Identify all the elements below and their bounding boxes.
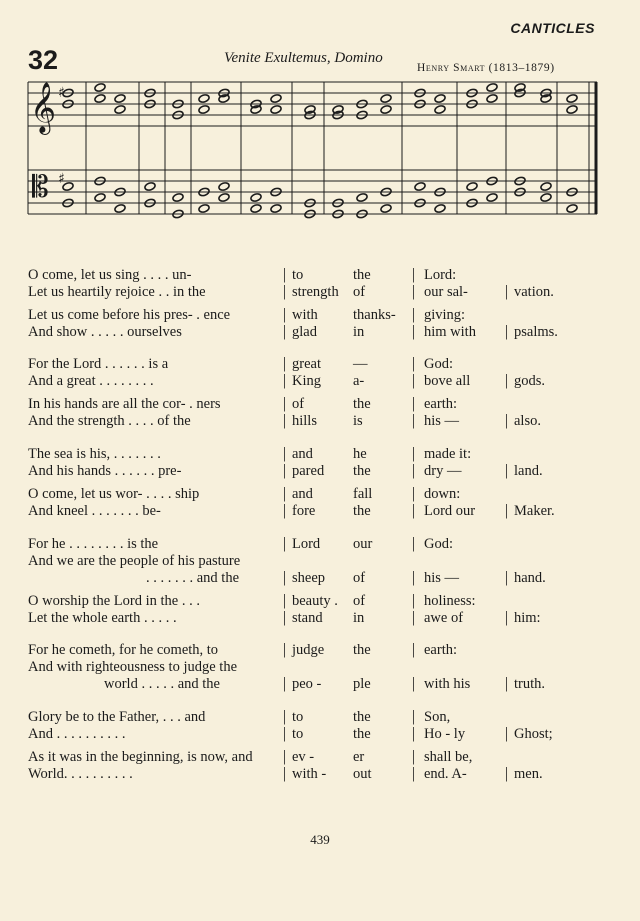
psalm-line (0, 445, 640, 463)
chant-col-1: strength (292, 284, 339, 300)
line-text: And with righteousness to judge the (28, 659, 238, 675)
chant-col-2: the (353, 726, 371, 742)
psalm-line (0, 609, 640, 627)
line-text: And kneel . . . . . . . be- (28, 503, 161, 519)
line-text: And his hands . . . . . . pre- (28, 463, 182, 479)
bar-divider: | (283, 355, 287, 372)
psalm-line (0, 306, 640, 324)
bar-divider: | (412, 372, 416, 389)
bar-divider: | (412, 708, 416, 725)
bar-divider: | (412, 485, 416, 502)
line-text: And a great . . . . . . . . (28, 373, 154, 389)
bar-divider: | (505, 609, 509, 626)
svg-text:𝄡: 𝄡 (32, 170, 49, 205)
bar-divider: | (412, 609, 416, 626)
line-text: And we are the people of his pasture (28, 553, 241, 569)
chant-col-1: hills (292, 413, 317, 429)
bar-divider: | (412, 535, 416, 552)
svg-text:𝄞: 𝄞 (30, 82, 57, 133)
chant-col-1: to (292, 709, 304, 725)
bar-divider: | (412, 569, 416, 586)
bar-divider: | (412, 355, 416, 372)
line-text: Glory be to the Father, . . . and (28, 709, 206, 725)
chant-col-1: glad (292, 324, 317, 340)
chant-col-1: beauty . (292, 593, 338, 609)
psalm-line (0, 675, 640, 693)
bar-divider: | (283, 283, 287, 300)
chant-col-1: judge (292, 642, 325, 658)
bar-divider: | (283, 708, 287, 725)
chant-col-2: ple (353, 676, 371, 692)
psalm-line (0, 748, 640, 766)
barlines (28, 82, 596, 214)
chant-col-3: Lord our (424, 503, 476, 519)
chant-col-1: King (292, 373, 321, 389)
bar-divider: | (283, 306, 287, 323)
chant-col-3: made it: (424, 446, 472, 462)
chant-col-3: end. A- (424, 766, 467, 782)
psalm-line (0, 412, 640, 430)
line-text: Let us heartily rejoice . . in the (28, 284, 206, 300)
line-text: And show . . . . . ourselves (28, 324, 182, 340)
bar-divider: | (412, 765, 416, 782)
psalm-line (0, 323, 640, 341)
bar-divider: | (505, 462, 509, 479)
bar-divider: | (505, 725, 509, 742)
chant-col-3: God: (424, 356, 453, 372)
psalm-line (0, 395, 640, 413)
bar-divider: | (283, 502, 287, 519)
chant-col-4: also. (514, 413, 541, 429)
page-number: 439 (310, 832, 330, 847)
chant-col-2: is (353, 413, 363, 429)
chant-col-1: with - (292, 766, 327, 782)
bar-divider: | (412, 502, 416, 519)
bar-divider: | (412, 675, 416, 692)
psalm-line (0, 355, 640, 373)
line-text: For he cometh, for he cometh, to (28, 642, 219, 658)
bar-divider: | (412, 445, 416, 462)
bar-divider: | (283, 445, 287, 462)
bar-divider: | (283, 395, 287, 412)
bar-divider: | (283, 266, 287, 283)
chant-col-4: men. (514, 766, 543, 782)
chant-col-3: shall be, (424, 749, 473, 765)
bar-divider: | (412, 283, 416, 300)
staff-lines (28, 82, 597, 214)
chant-col-2: in (353, 324, 365, 340)
psalm-line (0, 266, 640, 284)
bar-divider: | (412, 641, 416, 658)
chant-col-2: he (353, 446, 367, 462)
bar-divider: | (283, 592, 287, 609)
chant-col-4: truth. (514, 676, 546, 692)
line-text: . . . . . . . and the (146, 570, 240, 586)
chant-col-2: the (353, 396, 371, 412)
chant-col-1: and (292, 486, 313, 502)
line-text: Let us come before his pres- . ence (28, 307, 231, 323)
bar-divider: | (505, 372, 509, 389)
psalm-line (0, 485, 640, 503)
chant-col-4: him: (514, 610, 541, 626)
line-text: O come, let us sing . . . . un- (28, 267, 192, 283)
chant-col-3: Ho - ly (424, 726, 466, 742)
bar-divider: | (283, 372, 287, 389)
chant-col-2: thanks- (353, 307, 396, 323)
chant-col-1: peo - (292, 676, 322, 692)
composer-credit: Henry Smart (1813–1879) (417, 62, 555, 74)
line-text: The sea is his, . . . . . . . (28, 446, 161, 462)
chant-col-1: to (292, 267, 304, 283)
bar-divider: | (412, 395, 416, 412)
bar-divider: | (283, 748, 287, 765)
bar-divider: | (505, 502, 509, 519)
chant-col-2: the (353, 709, 371, 725)
chant-col-2: out (353, 766, 372, 782)
psalm-line (0, 641, 640, 659)
psalm-line (0, 283, 640, 301)
psalm-line (0, 569, 640, 587)
chant-col-3: Son, (424, 709, 451, 725)
chant-col-1: sheep (292, 570, 326, 586)
line-text: Let the whole earth . . . . . (28, 610, 177, 626)
chant-col-3: earth: (424, 396, 458, 412)
bar-divider: | (283, 323, 287, 340)
bar-divider: | (412, 412, 416, 429)
chant-col-1: pared (292, 463, 325, 479)
chant-col-4: gods. (514, 373, 546, 389)
bar-divider: | (283, 485, 287, 502)
chant-col-1: and (292, 446, 313, 462)
hymn-title: Venite Exultemus, Domino (224, 50, 383, 66)
line-text: O worship the Lord in the . . . (28, 593, 200, 609)
chant-col-2: the (353, 267, 371, 283)
chant-col-2: a- (353, 373, 365, 389)
chant-col-3: our sal- (424, 284, 468, 300)
chant-col-2: — (353, 356, 368, 372)
bar-divider: | (283, 535, 287, 552)
chant-col-4: psalms. (514, 324, 558, 340)
line-text: As it was in the beginning, is now, and (28, 749, 253, 765)
chant-col-4: Ghost; (514, 726, 553, 742)
line-text: O come, let us wor- . . . . ship (28, 486, 200, 502)
line-text: world . . . . . and the (104, 676, 220, 692)
bar-divider: | (283, 765, 287, 782)
chant-col-2: the (353, 463, 371, 479)
bar-divider: | (283, 462, 287, 479)
psalm-line (0, 708, 640, 726)
chant-col-4: hand. (514, 570, 546, 586)
bar-divider: | (283, 675, 287, 692)
chant-col-1: to (292, 726, 304, 742)
line-text: In his hands are all the cor- . ners (28, 396, 221, 412)
psalm-line (0, 372, 640, 390)
chant-col-1: of (292, 396, 305, 412)
bar-divider: | (412, 306, 416, 323)
chant-col-2: our (353, 536, 373, 552)
bar-divider: | (412, 266, 416, 283)
chant-col-3: him with (424, 324, 476, 340)
bar-divider: | (283, 569, 287, 586)
psalm-line (0, 725, 640, 743)
line-text: World. . . . . . . . . . (28, 766, 133, 782)
bar-divider: | (412, 462, 416, 479)
chant-col-3: his — (424, 413, 460, 429)
chant-col-2: in (353, 610, 365, 626)
section-title: CANTICLES (510, 20, 595, 36)
bar-divider: | (505, 283, 509, 300)
chant-col-4: vation. (514, 284, 554, 300)
bar-divider: | (283, 609, 287, 626)
psalm-line (0, 592, 640, 610)
chant-col-1: with (292, 307, 318, 323)
chant-col-1: Lord (292, 536, 321, 552)
chant-col-1: stand (292, 610, 323, 626)
psalm-line (0, 765, 640, 783)
hymn-number: 32 (28, 45, 59, 75)
chant-col-3: bove all (424, 373, 471, 389)
chant-col-2: the (353, 642, 371, 658)
bar-divider: | (505, 765, 509, 782)
chant-col-2: er (353, 749, 365, 765)
line-text: For the Lord . . . . . . is a (28, 356, 169, 372)
bar-divider: | (505, 323, 509, 340)
clefs (30, 82, 65, 205)
psalm-line (0, 658, 640, 676)
svg-text:♯: ♯ (58, 85, 65, 101)
chant-col-2: fall (353, 486, 373, 502)
music-score (0, 0, 640, 230)
svg-text:♯: ♯ (58, 171, 65, 187)
chant-col-2: of (353, 284, 366, 300)
chant-col-3: dry — (424, 463, 462, 479)
line-text: For he . . . . . . . . is the (28, 536, 159, 552)
bar-divider: | (283, 412, 287, 429)
bar-divider: | (283, 641, 287, 658)
chant-col-2: the (353, 503, 371, 519)
chant-col-3: his — (424, 570, 460, 586)
bar-divider: | (505, 569, 509, 586)
chant-col-1: ev - (292, 749, 315, 765)
bar-divider: | (412, 748, 416, 765)
chant-col-3: God: (424, 536, 453, 552)
psalm-line (0, 535, 640, 553)
chant-col-4: Maker. (514, 503, 555, 519)
chant-col-3: earth: (424, 642, 458, 658)
chant-col-1: fore (292, 503, 316, 519)
chant-col-3: down: (424, 486, 461, 502)
line-text: And . . . . . . . . . . (28, 726, 126, 742)
chant-col-1: great (292, 356, 321, 372)
line-text: And the strength . . . . of the (28, 413, 191, 429)
chant-col-2: of (353, 593, 366, 609)
chant-col-4: land. (514, 463, 543, 479)
chant-col-3: awe of (424, 610, 464, 626)
bar-divider: | (505, 675, 509, 692)
chant-col-3: holiness: (424, 593, 476, 609)
chant-col-2: of (353, 570, 366, 586)
psalm-line (0, 552, 640, 570)
psalm-line (0, 502, 640, 520)
bar-divider: | (505, 412, 509, 429)
chant-col-3: with his (424, 676, 471, 692)
bar-divider: | (412, 725, 416, 742)
bar-divider: | (412, 592, 416, 609)
bar-divider: | (412, 323, 416, 340)
chant-col-3: giving: (424, 307, 466, 323)
bar-divider: | (283, 725, 287, 742)
chant-col-3: Lord: (424, 267, 457, 283)
psalm-line (0, 462, 640, 480)
